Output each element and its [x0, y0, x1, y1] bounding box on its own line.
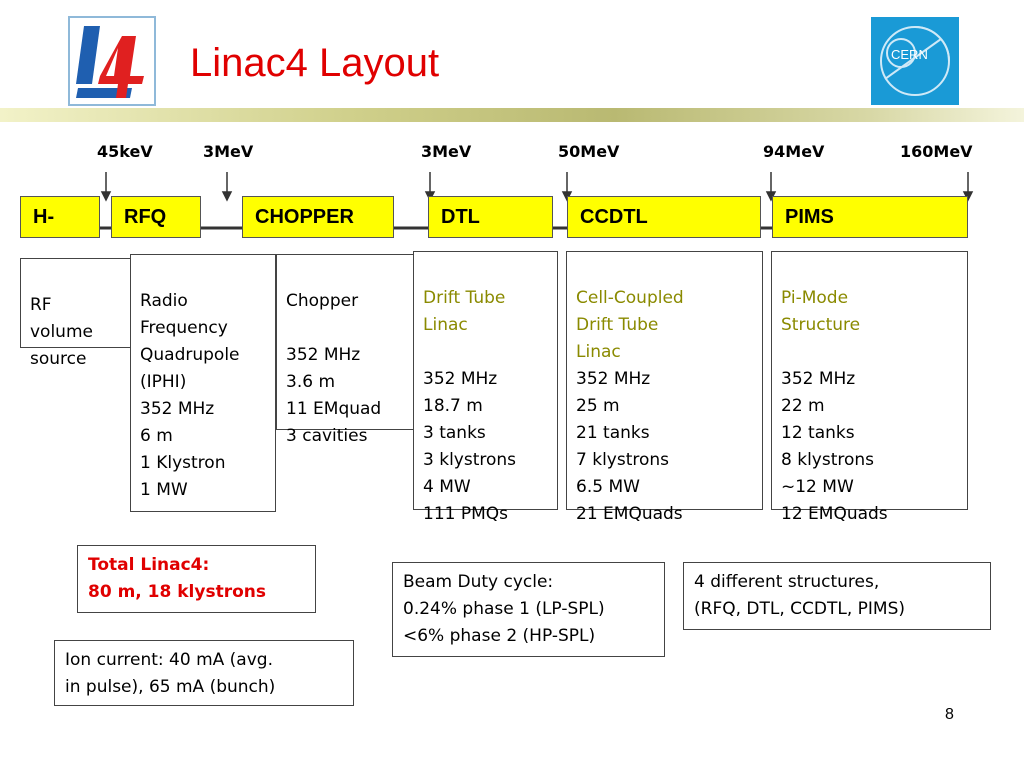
energy-label-45kev: 45keV [97, 142, 153, 161]
desc-ccdtl [566, 251, 763, 524]
desc-rfq [130, 254, 276, 512]
desc-chopper [276, 254, 414, 446]
stage-ccdtl: CCDTL [567, 196, 761, 238]
desc-pims-name: Pi-Mode Structure [781, 288, 861, 335]
energy-label-94mev: 94MeV [763, 142, 825, 161]
arrow-3mev-a [223, 192, 231, 200]
energy-label-3mev-a: 3MeV [203, 142, 254, 161]
stage-dtl: DTL [428, 196, 553, 238]
header-divider [0, 108, 1024, 122]
ion-current-note: Ion current: 40 mA (avg. in pulse), 65 mA (bunch) [54, 640, 354, 706]
l4-logo [68, 16, 156, 106]
desc-hminus-text: RF volume source [30, 295, 93, 369]
desc-dtl [413, 251, 558, 524]
page-title: Linac4 Layout [190, 41, 440, 85]
desc-dtl-name: Drift Tube Linac [423, 288, 506, 335]
stage-rfq: RFQ [111, 196, 201, 238]
desc-ccdtl-name: Cell-Coupled Drift Tube Linac [576, 288, 684, 362]
stage-chopper: CHOPPER [242, 196, 394, 238]
page-number: 8 [945, 706, 954, 723]
energy-label-50mev: 50MeV [558, 142, 620, 161]
cern-logo [871, 17, 959, 105]
desc-chopper-text: Chopper 352 MHz 3.6 m 11 EMquad 3 cavities [286, 291, 382, 446]
desc-rfq-text: Radio Frequency Quadrupole (IPHI) 352 MHz 6 m 1 Klystron 1 MW [140, 291, 240, 500]
desc-ccdtl-specs: 352 MHz 25 m 21 tanks 7 klystrons 6.5 MW 21 EMQuads [576, 369, 683, 524]
desc-pims-specs: 352 MHz 22 m 12 tanks 8 klystrons ~12 MW 12 EMQuads [781, 369, 888, 524]
desc-pims [771, 251, 968, 524]
arrow-45kev [102, 192, 110, 200]
energy-label-160mev: 160MeV [900, 142, 973, 161]
energy-label-3mev-b: 3MeV [421, 142, 472, 161]
stage-hminus: H- [20, 196, 100, 238]
duty-cycle-note: Beam Duty cycle: 0.24% phase 1 (LP-SPL) <6% phase 2 (HP-SPL) [392, 562, 665, 657]
desc-dtl-specs: 352 MHz 18.7 m 3 tanks 3 klystrons 4 MW 111 PMQs [423, 369, 517, 524]
svg-text:CERN: CERN [891, 47, 928, 62]
total-linac-note: Total Linac4: 80 m, 18 klystrons [77, 545, 316, 613]
desc-hminus [20, 258, 131, 369]
structures-note: 4 different structures, (RFQ, DTL, CCDTL, PIMS) [683, 562, 991, 630]
stage-pims: PIMS [772, 196, 968, 238]
